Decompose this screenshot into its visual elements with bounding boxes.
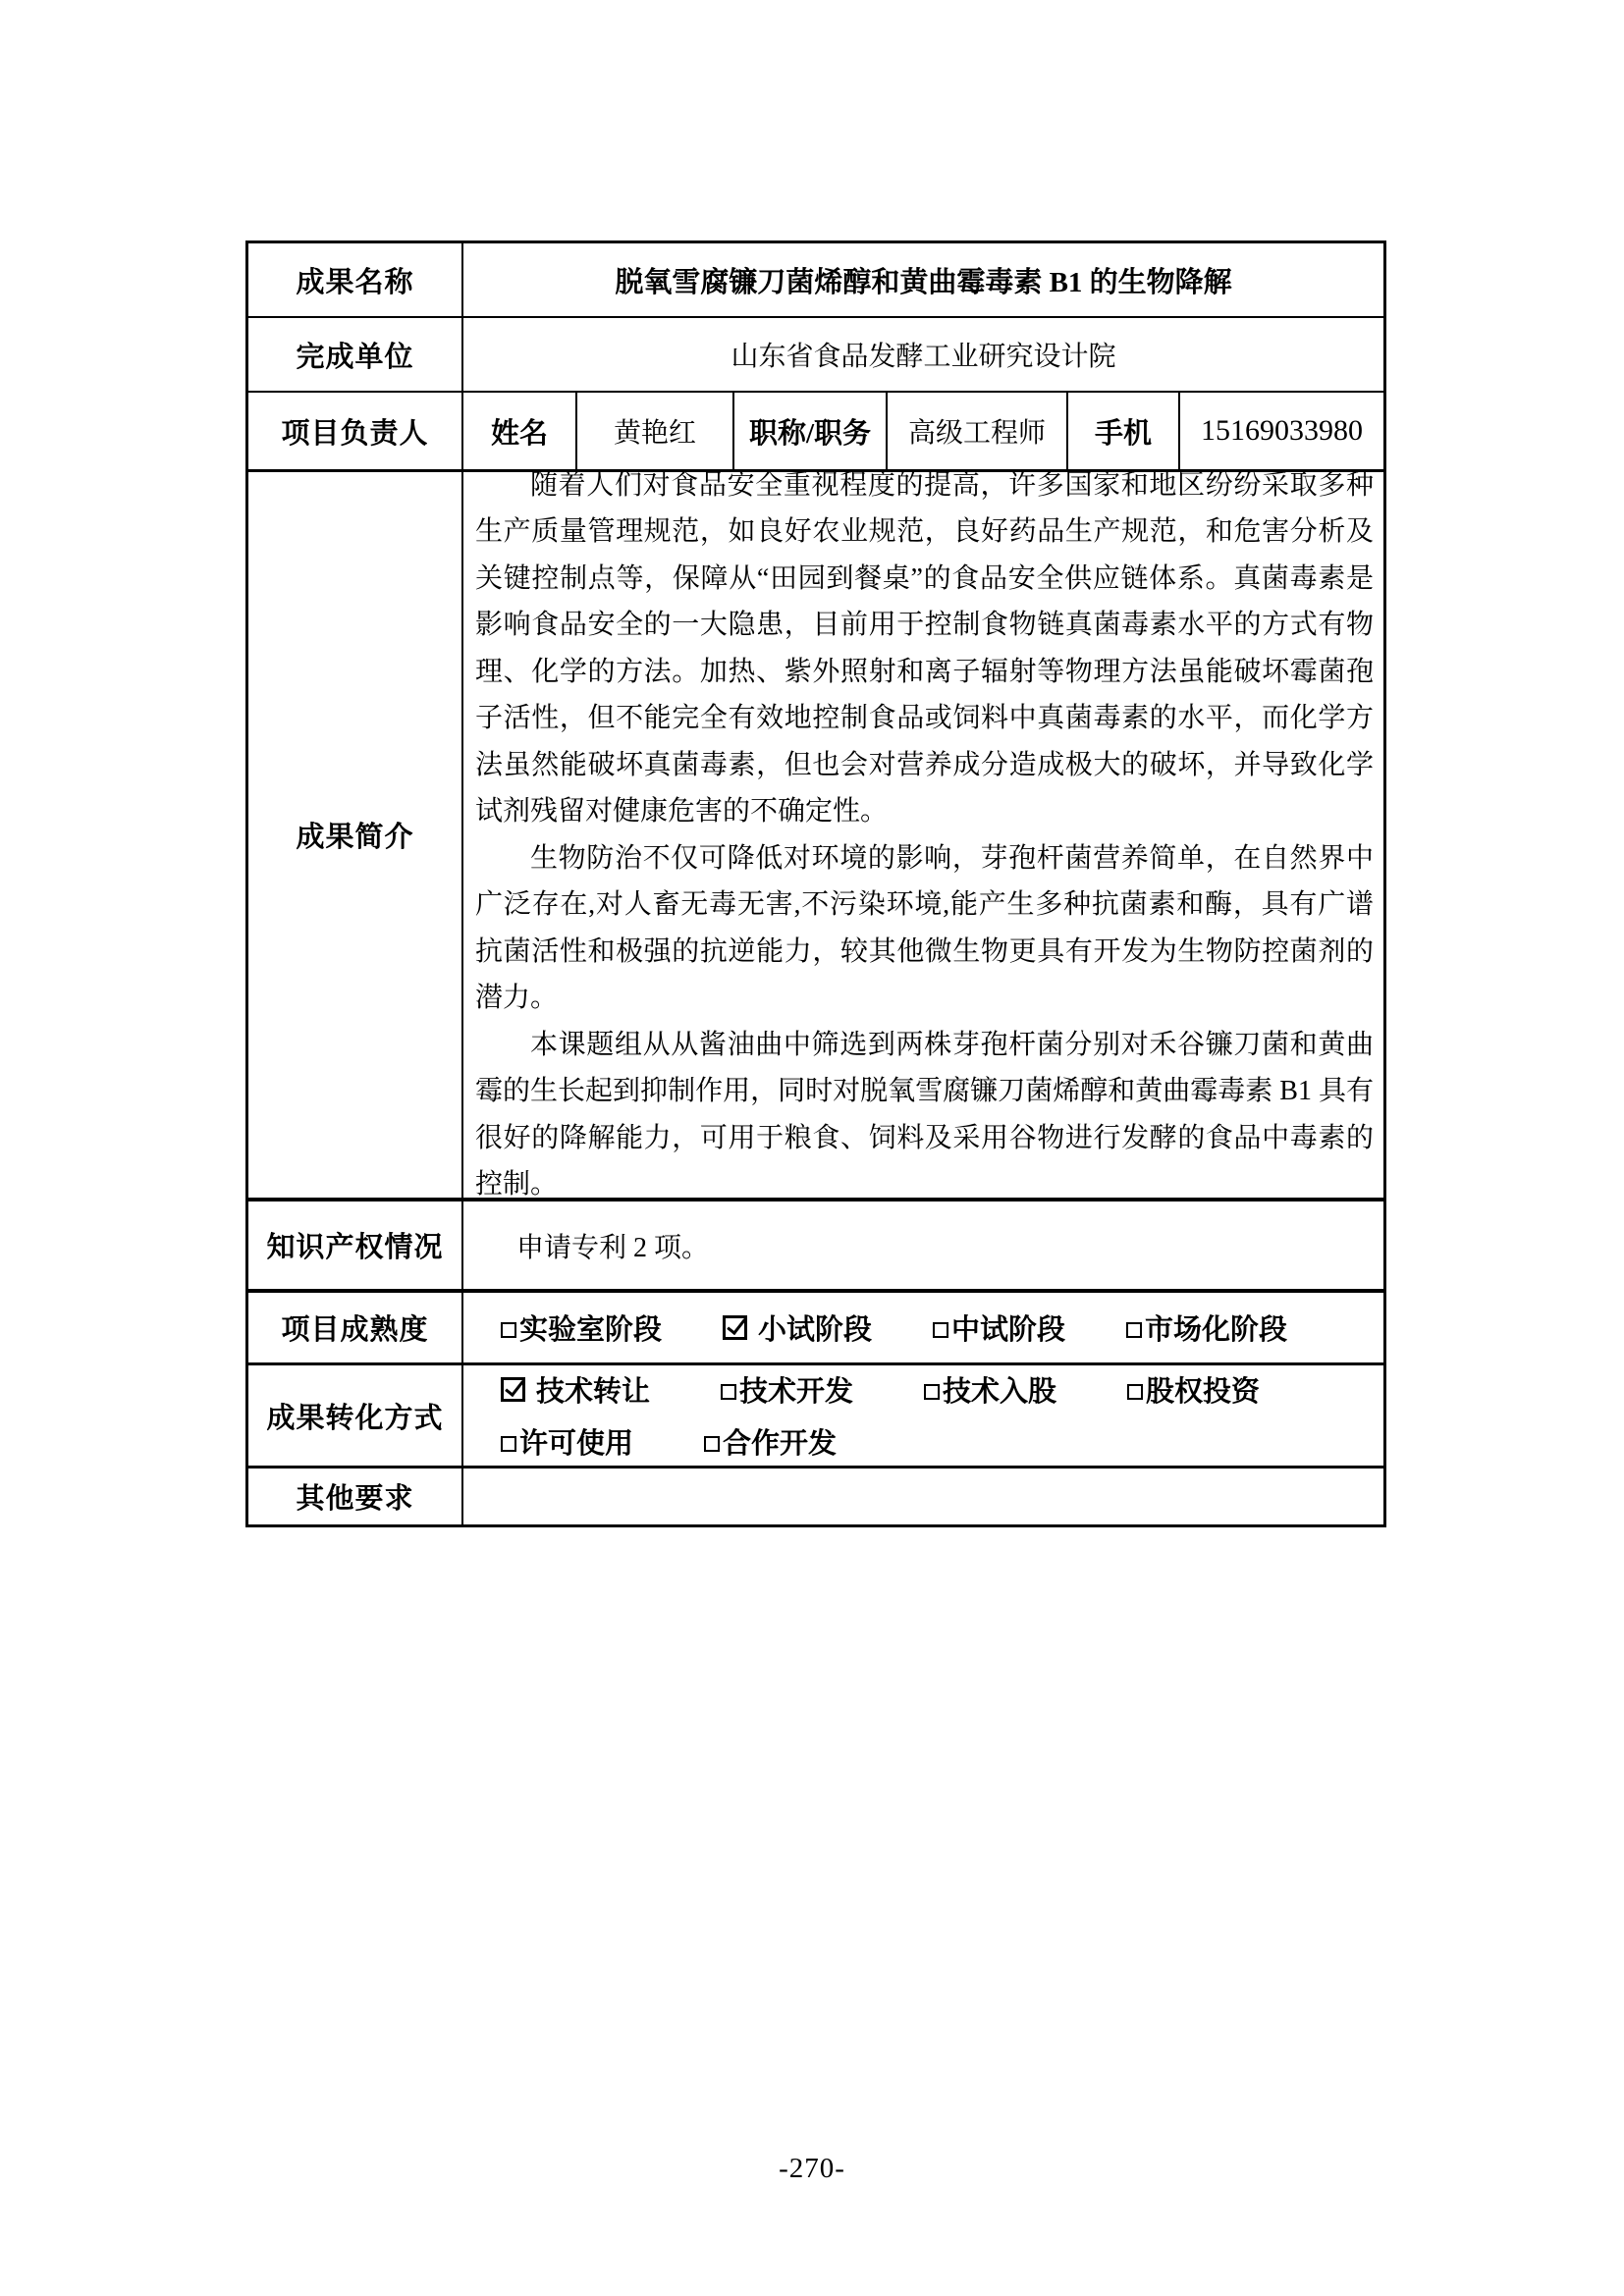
transform-mode-options [463,1365,1383,1466]
maturity-label: 项目成熟度 [248,1293,463,1362]
project-leader-label: 项目负责人 [248,393,463,469]
maturity-option-lab-label: 实验室阶段 [519,1314,663,1346]
transform-option-transfer [501,1369,650,1410]
row-maturity [248,1289,1383,1362]
maturity-option-pilot-label: 小试阶段 [758,1314,873,1346]
transform-option-transfer-label: 技术转让 [536,1376,651,1408]
transform-option-equity-invest [1127,1369,1260,1410]
transform-option-license [501,1421,633,1462]
maturity-option-midtest [933,1308,1065,1348]
intro-paragraph-2: 生物防治不仅可降低对环境的影响，芽孢杆菌营养简单，在自然界中广泛存在,对人畜无毒无害,不污染环境,能产生多种抗菌素和酶，具有广谱抗菌活性和极强的抗逆能力，较其他微生物更具有开发为生物防控菌剂的潜力。 [475,842,1374,1013]
transform-option-coop [704,1421,837,1462]
checkbox-checked-icon [723,1315,747,1340]
checkbox-icon [1126,1322,1142,1338]
leader-mobile-value: 15169033980 [1201,414,1363,447]
maturity-option-market-label: 市场化阶段 [1145,1314,1288,1346]
leader-title-label: 职称/职务 [734,393,888,469]
checkbox-icon [501,1436,516,1452]
row-result-intro [248,469,1383,1198]
result-intro-label: 成果简介 [248,472,463,1198]
checkbox-icon [1127,1384,1143,1400]
leader-title-value: 高级工程师 [888,393,1068,469]
result-name-value: 脱氧雪腐镰刀菌烯醇和黄曲霉毒素 B1 的生物降解 [615,266,1232,298]
checkbox-icon [501,1322,516,1338]
transform-option-license-label: 许可使用 [519,1428,634,1460]
transform-option-equity-invest-label: 股权投资 [1146,1376,1261,1408]
transform-option-develop [721,1369,853,1410]
result-intro-content [463,469,1383,1200]
row-other-requirements [248,1466,1383,1524]
leader-name-label: 姓名 [463,393,577,469]
maturity-option-pilot [723,1308,872,1348]
row-ip-status [248,1198,1383,1289]
row-completing-unit [248,316,1383,391]
result-name-label: 成果名称 [248,243,463,316]
transform-mode-line-2 [501,1421,1383,1462]
checkbox-icon [933,1322,948,1338]
achievement-form-table [245,240,1386,1527]
transform-mode-label: 成果转化方式 [248,1365,463,1466]
other-requirements-value [463,1468,1383,1524]
leader-name-value: 黄艳红 [577,393,734,469]
completing-unit-value: 山东省食品发酵工业研究设计院 [731,342,1116,372]
page-number: -270- [779,2153,845,2184]
row-project-leader [248,391,1383,469]
checkbox-icon [924,1384,940,1400]
maturity-option-market [1126,1308,1287,1348]
completing-unit-label: 完成单位 [248,318,463,391]
leader-mobile-label: 手机 [1068,393,1180,469]
transform-option-coop-label: 合作开发 [723,1428,838,1460]
ip-status-label: 知识产权情况 [248,1201,463,1289]
checkbox-icon [704,1436,720,1452]
transform-mode-line-1 [501,1369,1383,1410]
row-result-name [248,243,1383,316]
intro-paragraph-3: 本课题组从从酱油曲中筛选到两株芽孢杆菌分别对禾谷镰刀菌和黄曲霉的生长起到抑制作用，同时对脱氧雪腐镰刀菌烯醇和黄曲霉毒素 B1 具有很好的降解能力，可用于粮食、饲料及采用谷物进行发酵的食品中毒素的控制。 [475,1029,1374,1200]
intro-paragraph-1: 随着人们对食品安全重视程度的提高，许多国家和地区纷纷采取多种生产质量管理规范，如良好农业规范，良好药品生产规范，和危害分析及关键控制点等，保障从“田园到餐桌”的食品安全供应链体系。真菌毒素是影响食品安全的一大隐患，目前用于控制食物链真菌毒素水平的方式有物理、化学的方法。加热、紫外照射和离子辐射等物理方法虽能破坏霉菌孢子活性，但不能完全有效地控制食品或饲料中真菌毒素的水平，而化学方法虽然能破坏真菌毒素，但也会对营养成分造成极大的破坏，并导致化学试剂残留对健康危害的不确定性。 [475,469,1374,827]
transform-option-equity-tech [924,1369,1056,1410]
transform-option-equity-tech-label: 技术入股 [943,1376,1057,1408]
ip-status-cell [463,1201,1383,1289]
checkbox-checked-icon [501,1377,525,1402]
maturity-options [463,1293,1383,1362]
other-requirements-label: 其他要求 [248,1468,463,1524]
maturity-option-midtest-label: 中试阶段 [951,1314,1066,1346]
ip-status-value: 申请专利 2 项。 [516,1232,710,1263]
maturity-option-lab [501,1308,662,1348]
transform-option-develop-label: 技术开发 [739,1376,854,1408]
checkbox-icon [721,1384,736,1400]
row-transform-mode [248,1362,1383,1466]
